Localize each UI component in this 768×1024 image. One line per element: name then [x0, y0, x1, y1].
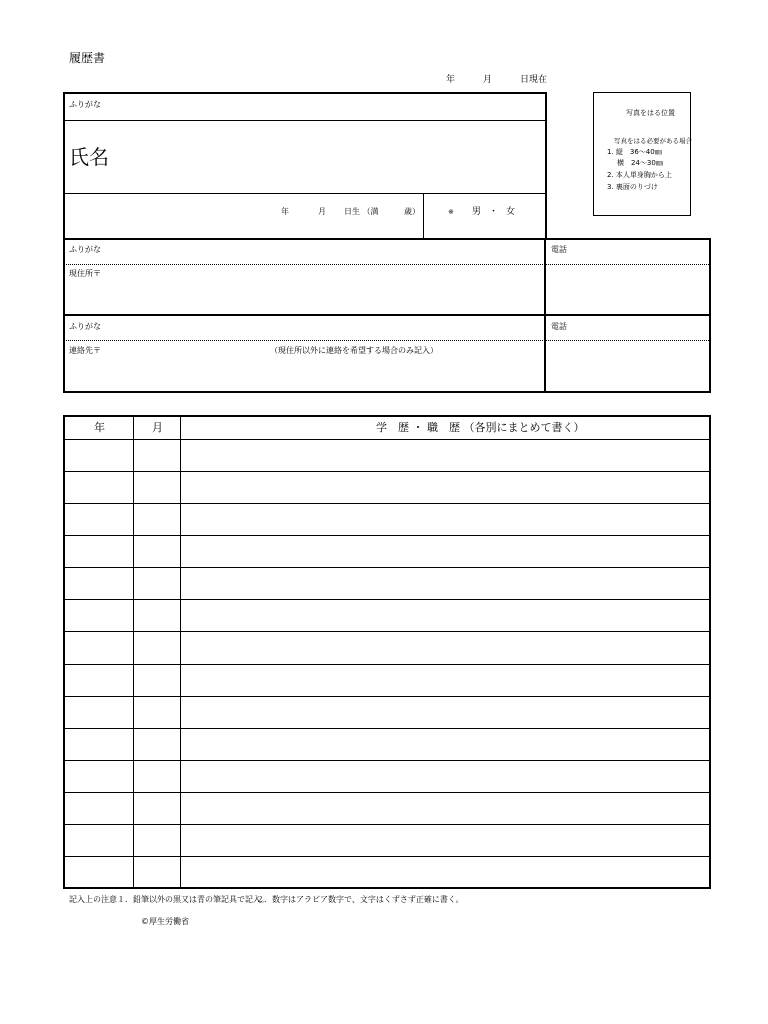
photo-instruction-3: 3. 裏面のりづけ: [607, 183, 658, 191]
history-content-cell[interactable]: [181, 600, 710, 631]
photo-instruction: 写真をはる必要がある場合: [614, 137, 692, 145]
history-year-cell[interactable]: [64, 665, 133, 696]
dotted-divider: [64, 264, 709, 265]
history-month-cell[interactable]: [134, 536, 180, 567]
header-year: 年: [94, 421, 105, 434]
history-row: [64, 760, 710, 792]
divider: [423, 193, 424, 239]
history-year-cell[interactable]: [64, 568, 133, 599]
history-month-cell[interactable]: [134, 665, 180, 696]
birthdate-field[interactable]: [66, 196, 420, 236]
history-row: [64, 535, 710, 567]
history-year-cell[interactable]: [64, 472, 133, 503]
gender-note-mark: ※: [448, 208, 454, 216]
photo-instruction-2: 2. 本人単身胸から上: [607, 171, 672, 179]
history-content-cell[interactable]: [181, 632, 710, 663]
history-content-cell[interactable]: [181, 665, 710, 696]
history-year-cell[interactable]: [64, 825, 133, 856]
history-row: [64, 599, 710, 631]
address2-note: （現住所以外に連絡を希望する場合のみ記入）: [270, 346, 438, 355]
name-field[interactable]: [120, 126, 540, 188]
header-content: 学 歴 ・ 職 歴 （各別にまとめて書く）: [376, 421, 585, 434]
address1-furigana-label: ふりがな: [69, 245, 101, 254]
name-furigana-label: ふりがな: [69, 100, 101, 109]
footer-note-1: １．鉛筆以外の黒又は青の筆記具で記入。: [117, 895, 269, 904]
history-month-cell[interactable]: [134, 600, 180, 631]
history-month-cell[interactable]: [134, 440, 180, 471]
history-row: [64, 567, 710, 599]
history-year-cell[interactable]: [64, 440, 133, 471]
history-month-cell[interactable]: [134, 825, 180, 856]
history-content-cell[interactable]: [181, 825, 710, 856]
name-furigana-field[interactable]: [180, 97, 540, 117]
history-content-cell[interactable]: [181, 504, 710, 535]
history-month-cell[interactable]: [134, 632, 180, 663]
history-month-cell[interactable]: [134, 793, 180, 824]
dotted-divider: [64, 340, 709, 341]
phone2-label: 電話: [551, 322, 567, 331]
history-content-cell[interactable]: [181, 568, 710, 599]
history-content-cell[interactable]: [181, 472, 710, 503]
history-row: [64, 631, 710, 663]
header-month: 月: [152, 421, 163, 434]
birth-year-label: 年: [281, 207, 289, 216]
divider: [64, 120, 546, 121]
address1-furigana-field[interactable]: [120, 242, 540, 262]
address2-furigana-label: ふりがな: [69, 322, 101, 331]
history-row: [64, 856, 710, 888]
address1-field[interactable]: [120, 267, 540, 311]
history-month-cell[interactable]: [134, 857, 180, 888]
history-content-cell[interactable]: [181, 793, 710, 824]
birth-day-label: 日生 （満: [344, 207, 379, 216]
history-year-cell[interactable]: [64, 793, 133, 824]
divider: [64, 193, 546, 194]
history-year-cell[interactable]: [64, 536, 133, 567]
history-month-cell[interactable]: [134, 729, 180, 760]
photo-title: 写真をはる位置: [626, 109, 675, 117]
history-row: [64, 728, 710, 760]
birth-age-label: 歳）: [404, 207, 420, 216]
history-month-cell[interactable]: [134, 697, 180, 728]
address2-furigana-field[interactable]: [120, 318, 540, 338]
photo-size-width: 横 24～30㎜: [617, 159, 663, 167]
address1-label: 現住所〒: [69, 269, 101, 278]
history-content-cell[interactable]: [181, 729, 710, 760]
gender-option-separator: ・: [489, 207, 499, 217]
date-year-label: 年: [446, 75, 456, 85]
history-row: [64, 439, 710, 471]
history-content-cell[interactable]: [181, 536, 710, 567]
history-year-cell[interactable]: [64, 761, 133, 792]
history-month-cell[interactable]: [134, 504, 180, 535]
history-content-cell[interactable]: [181, 761, 710, 792]
history-content-cell[interactable]: [181, 440, 710, 471]
history-row: [64, 664, 710, 696]
history-year-cell[interactable]: [64, 504, 133, 535]
history-month-cell[interactable]: [134, 761, 180, 792]
gender-option-male[interactable]: 男: [472, 207, 482, 217]
history-row: [64, 471, 710, 503]
phone1-label: 電話: [551, 245, 567, 254]
divider: [64, 314, 709, 316]
history-row: [64, 792, 710, 824]
history-year-cell[interactable]: [64, 729, 133, 760]
date-month-label: 月: [483, 75, 493, 85]
history-year-cell[interactable]: [64, 632, 133, 663]
footer-note-2: ２．数字はアラビア数字で、文字はくずさず正確に書く。: [256, 895, 464, 904]
address2-label: 連絡先〒: [69, 346, 101, 355]
copyright: ©厚生労働省: [141, 917, 189, 926]
footer-note-title: 記入上の注意: [69, 895, 117, 904]
history-row: [64, 503, 710, 535]
history-year-cell[interactable]: [64, 600, 133, 631]
name-label: 氏名: [69, 145, 109, 169]
gender-option-female[interactable]: 女: [506, 207, 516, 217]
history-month-cell[interactable]: [134, 472, 180, 503]
history-year-cell[interactable]: [64, 857, 133, 888]
history-row: [64, 696, 710, 728]
birth-month-label: 月: [318, 207, 326, 216]
history-content-cell[interactable]: [181, 857, 710, 888]
document-title: 履歴書: [69, 51, 106, 65]
phone2-field[interactable]: [548, 343, 706, 389]
history-year-cell[interactable]: [64, 697, 133, 728]
photo-size-height: 1. 縦 36～40㎜: [607, 148, 662, 156]
history-month-cell[interactable]: [134, 568, 180, 599]
history-row: [64, 824, 710, 856]
address2-field[interactable]: [120, 360, 540, 388]
date-current-label: 日現在: [520, 75, 548, 85]
history-content-cell[interactable]: [181, 697, 710, 728]
phone1-field[interactable]: [548, 267, 706, 311]
